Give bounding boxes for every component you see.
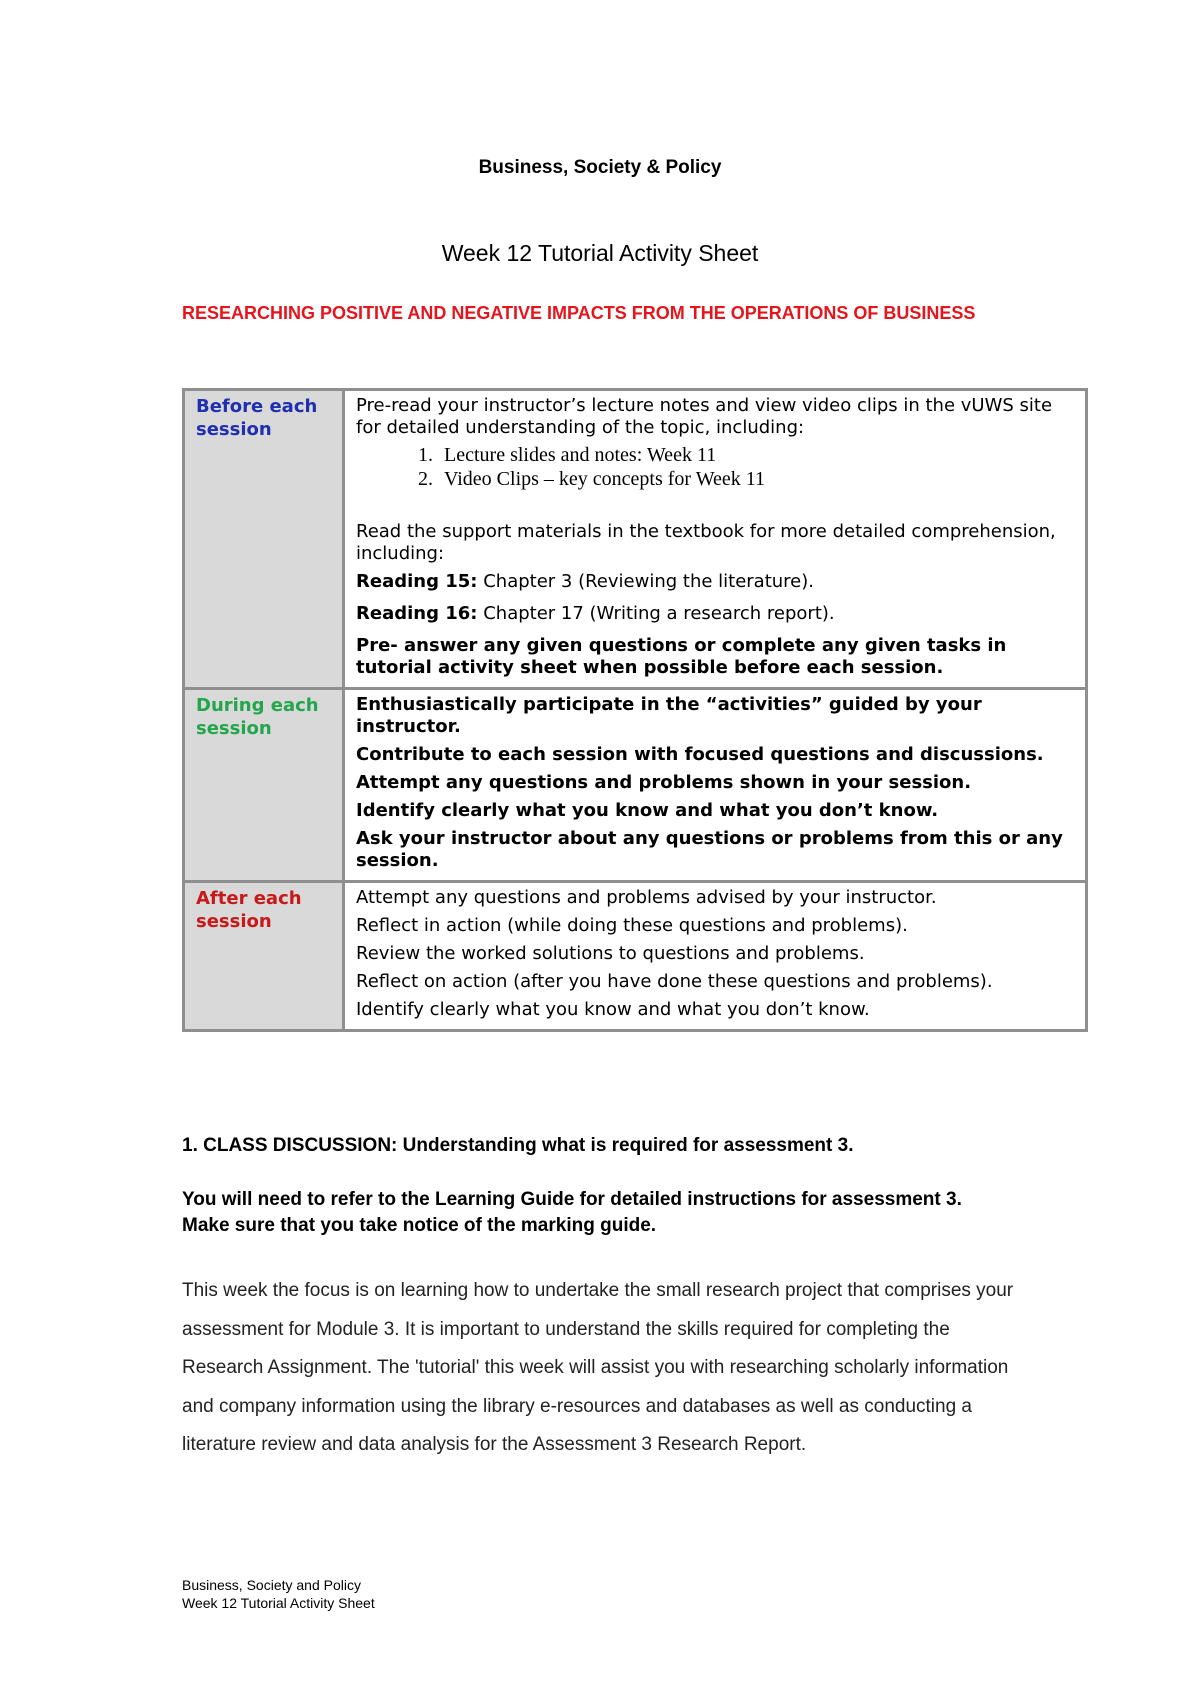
table-row-after: [184, 882, 1087, 1031]
during-content: [344, 689, 1087, 882]
resource-list: [356, 443, 1073, 491]
document-subtitle: RESEARCHING POSITIVE AND NEGATIVE IMPACTS FROM THE OPERATIONS OF BUSINESS: [182, 303, 976, 323]
reading-16-text: Chapter 17 (Writing a research report).: [483, 603, 835, 624]
after-item: Reflect in action (while doing these questions and problems).: [356, 915, 908, 936]
after-item: Identify clearly what you know and what you don’t know.: [356, 999, 870, 1020]
after-item: Reflect on action (after you have done these questions and problems).: [356, 971, 993, 992]
table-row-before: [184, 390, 1087, 689]
page-header: Business, Society & Policy: [478, 157, 722, 178]
during-item: Attempt any questions and problems shown in your session.: [356, 772, 972, 793]
list-item: 1. Lecture slides and notes: Week 11: [438, 443, 1073, 467]
support-materials-text: Read the support materials in the textbook for more detailed comprehension, including:: [356, 521, 1056, 564]
document-title: Week 12 Tutorial Activity Sheet: [441, 240, 759, 266]
footer-line-2: Week 12 Tutorial Activity Sheet: [182, 1595, 375, 1611]
list-item: 2. Video Clips – key concepts for Week 11: [438, 467, 1073, 491]
during-item: Ask your instructor about any questions or problems from this or any session.: [356, 828, 1063, 871]
section-heading: 1. CLASS DISCUSSION: Understanding what is required for assessment 3.: [182, 1135, 854, 1156]
reading-16: [356, 603, 1073, 625]
reading-15-text: Chapter 3 (Reviewing the literature).: [483, 571, 814, 592]
table-row-during: [184, 689, 1087, 882]
after-content: [344, 882, 1087, 1031]
before-label: Before each session: [184, 390, 344, 689]
footer-line-1: Business, Society and Policy: [182, 1577, 361, 1593]
learning-guide-note: You will need to refer to the Learning Guide for detailed instructions for assessment 3. Make sure that you take notice of the marking guide.: [182, 1189, 962, 1236]
reading-16-label: Reading 16:: [356, 603, 478, 624]
during-item: Identify clearly what you know and what you don’t know.: [356, 800, 939, 821]
page-footer: [182, 1576, 375, 1612]
after-label: After each session: [184, 882, 344, 1031]
during-item: Enthusiastically participate in the “activities” guided by your instructor.: [356, 694, 982, 737]
reading-15: [356, 571, 1073, 593]
activity-table: [182, 388, 1088, 1032]
before-intro: Pre-read your instructor’s lecture notes and view video clips in the vUWS site for detailed understanding of the topic, including:: [356, 395, 1053, 438]
intro-paragraph: This week the focus is on learning how to undertake the small research project that comprises your assessment for Module 3. It is important to understand the skills required for completing the Research Assignment. The 'tutorial' this week will assist you with researching scholarly information and company information using the library e-resources and databases as well as conducting a literature review and data analysis for the Assessment 3 Research Report.: [182, 1280, 1014, 1455]
reading-15-label: Reading 15:: [356, 571, 478, 592]
during-label: During each session: [184, 689, 344, 882]
after-item: Attempt any questions and problems advised by your instructor.: [356, 887, 937, 908]
pre-answer-text: Pre- answer any given questions or complete any given tasks in tutorial activity sheet when possible before each session.: [356, 635, 1007, 678]
before-content: [344, 390, 1087, 689]
after-item: Review the worked solutions to questions and problems.: [356, 943, 865, 964]
during-item: Contribute to each session with focused questions and discussions.: [356, 744, 1044, 765]
